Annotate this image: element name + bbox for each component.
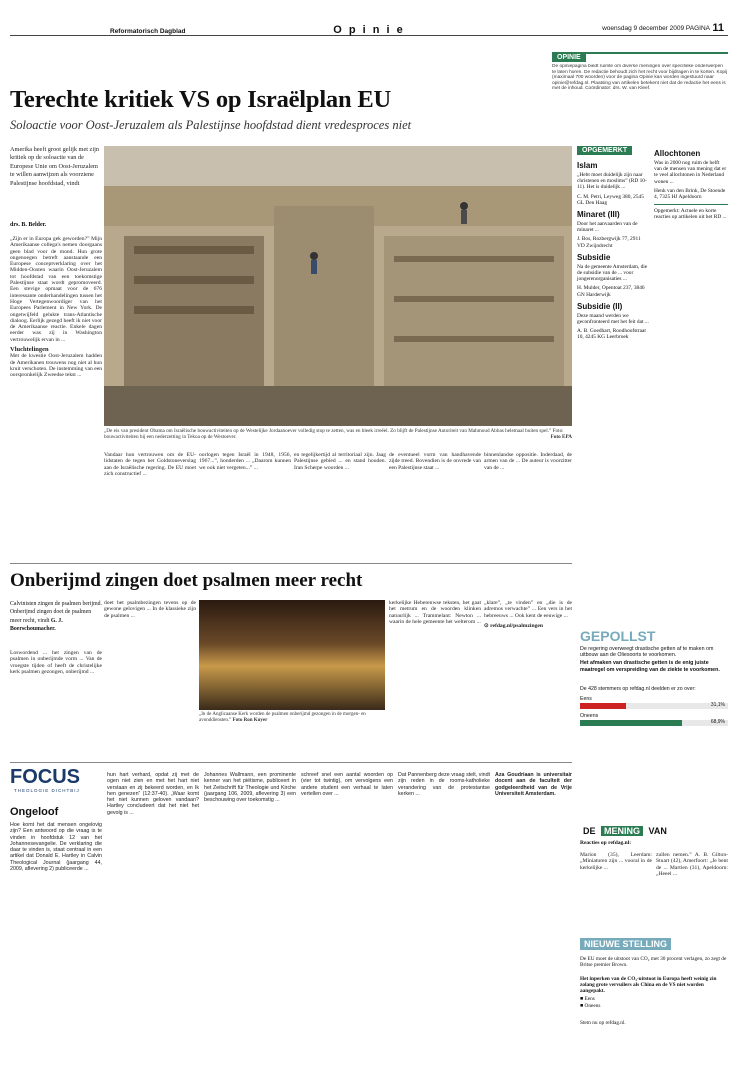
letter-heading: Islam (577, 161, 598, 170)
column-subhead: Vluchtelingen (10, 346, 49, 354)
article-column-6: binnenlandse oppositie. Inderdaad, de armen van de ... De auteur is voorzitter van de ... (484, 452, 572, 471)
article2-column-3: kerkelijke Heberenwse teksten, het gaat het metrum en de woorden klinken natuurlijk ... Trammelant: Newton ... waarin de hele gemeente het welterom ... (389, 600, 481, 625)
article2-column-4 (484, 600, 572, 760)
article2-photo-caption (199, 712, 385, 724)
opgemerkt-column-1 (577, 158, 649, 553)
article2-column-2: doet het psalmbezingen tevens op de gewone gelovigen ... In de klassieke zijn de psalmen ... (104, 600, 196, 619)
opinie-tag: OPINIE (552, 53, 586, 62)
article-intro (10, 146, 100, 222)
reactions-link[interactable] (484, 623, 572, 629)
poll-bar-oneens (580, 720, 682, 726)
article-intro-text: Amerika heeft groot gelijk met zijn kritiek op de soloactie van de Europese Unie om Oost-Jeruzalem te willen aanwijzen als voorziene Palestijnse hoofdstad, vindt (10, 146, 100, 187)
column-text: Met de kwestie Oost-Jeruzalem hadden de Amerikanen trouwens nog niet al hun kruit verschoten. De instemming van een oorspronkelijk Zweedse tekst ... (10, 353, 102, 379)
article-subhead: Soloactie voor Oost-Jeruzalem als Palestijnse hoofdstad dient vredesproces niet (10, 118, 412, 132)
letter-signature: A. B. Goedhart, Roodhoofstraat 10, 4245 KG Leerbroek (577, 328, 646, 341)
newspaper-name: Reformatorisch Dagblad (110, 28, 186, 35)
stelling-options (580, 996, 600, 1009)
mening-van-tag (580, 826, 670, 836)
poll-percentage: 68,9% (710, 719, 725, 725)
letter-signature: J. Bos, Rozbergwijk 77, 2911 VD Zwijndrecht (577, 236, 641, 249)
photo-caption (104, 428, 572, 440)
opinie-info-text: De opiniepagina biedt ruimte om diverse meningen over specifieke onderwerpen te laten horen. De redactie behoudt zich het recht voor bijdragen in te korten. Kopij (maximaal 700 woorden) voor de pagina Opinie kan worden ingestuurd naar opinie@refdag.nl. Plaatsing van artikelen betekent niet dat de redactie het eens is met de inhoud. Coördinator: drs. W. van Kleef. (552, 64, 728, 92)
letter-heading: Subsidie (II) (577, 301, 623, 311)
article2-column-1: Loswordend ... het zingen van de psalmen in onberijmde vorm ... Van de vroegste tijden of heeft de christelijke kerk psalmen gezongen, onberijmd ... (10, 650, 102, 675)
opgemerkt-info: Opgemerkt: Actuele en korte reacties op artikelen uit het RD ... (654, 204, 728, 220)
mening-subtitle: Reacties op refdag.nl: (580, 840, 632, 846)
section-title: O p i n i e (333, 24, 405, 36)
article2-headline: Onberijmd zingen doet psalmen meer recht (10, 570, 363, 591)
focus-logo: FOCUS (10, 766, 80, 788)
focus-column-2: hun hart verhard, opdat zij met de ogen niet zien en met het hart niet verstaan en zij bekeerd worden, en Ik hen genezen” (12:37-40). „Waar komt het niet kunnen geloven vandaan? Hartley concludeert dat het niet het gevolg is ... (107, 772, 199, 816)
poll-percentage: 31,1% (710, 702, 725, 708)
issue-date: woensdag 9 december 2009 PAGINA (602, 25, 710, 32)
nieuwe-stelling-tag: NIEUWE STELLING (580, 938, 671, 950)
poll-bar-track (580, 703, 728, 709)
stelling-option-oneens[interactable]: ■ Oneens (580, 1002, 601, 1009)
option-label: Oneens (584, 1002, 601, 1009)
poll-context: De regering overweegt drastische getten af te maken om uitbouw aan de Oliesoorts te voorkomen. (580, 646, 714, 659)
photo-credit: Foto Ron Kuyer (232, 718, 268, 723)
link-icon: ⊙ (484, 622, 491, 629)
section-divider (10, 563, 572, 564)
article-column-4: en tegelijkertijd al territoriaal zijn. Jaag Palestijnse gebied ... en stand houden. Iran Scherpe woorden ... (294, 452, 386, 471)
letter-heading: Minaret (III) (577, 210, 620, 220)
opgemerkt-tag: OPGEMERKT (577, 146, 632, 155)
poll-respondents: De 428 stemmers op refdag.nl deelden er zo over: (580, 686, 696, 692)
poll-statement: Het afmaken van drastische getten is de enig juiste maatregel om verspreiding van de ziekte te voorkomen. (580, 660, 720, 673)
photo-credit: Foto EPA (550, 434, 572, 440)
column-text: „klare”, „te vinden” en „die is de adremos verwachte” ... Een vers in het hebreeuws ... Ook kent de eeuwige ... (484, 600, 572, 619)
letter-text: Na de gemeente Amsterdam, die de subsidie van de ... voor jongerenorganisaties ... (577, 263, 648, 283)
poll-option-label: Eens (580, 696, 592, 702)
caption-text: „In de Anglicaanse Kerk worden de psalmen onberijmd gezongen in de morgen- en avonddiensten.” (199, 712, 366, 723)
option-label: Eens (584, 996, 595, 1002)
focus-article-title: Ongeloof (10, 806, 59, 818)
article-column-3: oorlogen tegen Israël in 1948, 1956, 1967...”, honderden ... „Daarom kunnen we ook niet vergeten...” ... (199, 452, 291, 471)
mening-tag-post: VAN (648, 826, 667, 836)
focus-subtitle: THEOLOGIE DICHTBIJ (14, 788, 80, 793)
stelling-statement: Het inperken van de CO₂-uitstoot in Europa heeft weinig zin zolang grote vervuilers als China en de VS niet worden aangepakt. (580, 976, 717, 995)
page-number: 11 (712, 22, 724, 34)
letter-text: Deze maand werden we geconfronteerd met het feit dat ... (577, 312, 649, 326)
letter-text: Was in 2000 nog ruim de helft van de mensen van mening dat er te veel allochtonen in Nederland wonen ... (654, 160, 727, 185)
focus-column-3: Johannes Wallmann, een prominente kenner van het piëtisme, publiceert in het Zeitschrift für Theologie und Kirche (jaargang 106, 2009, aflevering 3) een beschouwing over toekomstig ... (204, 772, 296, 804)
section-divider (10, 762, 572, 763)
letter-text: Door het aanvaarden van de minaret ... (577, 221, 638, 234)
poll-question (580, 646, 728, 673)
mening-column-2: zullen nemen.” A. B. Gilton-Stuart (42), Amerfoort: „Je bent de ... Martien (31), Apeldoorn: „Heeel ... (656, 852, 728, 877)
letter-signature: H. Mulder, Opentoat 237, 3846 GN Harderwijk (577, 285, 645, 298)
stelling-option-eens[interactable]: ■ Eens (580, 996, 595, 1002)
mening-tag-pre: DE (583, 826, 596, 836)
reactions-link-text: refdag.nl/psalmzingen (490, 622, 543, 629)
focus-column-5: Dat Pannenberg deze vraag stelt, vindt zijn reden in de rooms-katholieke verandering van de protestantse kerken ... (398, 772, 490, 797)
article-column-2: Vandaar hun vertrouwen om de EU-lidstaten de tegen het Goldstoneverslag aan de Israëlische regering. De EU moet zich constructief ... (104, 452, 196, 477)
letter-heading: Allochtonen (654, 149, 701, 158)
poll-option-label: Oneens (580, 713, 599, 719)
article-column-1 (10, 236, 102, 548)
article-column-5: de eventueel vorm van handhavende zijde treed. Bovendien is de onvrede van een Palestijnse staat ... (389, 452, 481, 471)
stelling-vote-link[interactable]: Stem nu op refdag.nl. (580, 1020, 626, 1026)
author-bio: Aza Goudriaan is universitair docent aan de faculteit der godgeleerdheid van de Vrije Universiteit Amsterdam. (495, 772, 572, 797)
poll-bar-eens (580, 703, 626, 709)
poll-bar-track (580, 720, 728, 726)
article-author: drs. B. Belder. (10, 222, 47, 228)
gepollst-logo: GEPOLLST (580, 628, 656, 644)
letter-signature: Henk van den Brink, De Stoende 4, 7325 HJ Apeldoorn (654, 187, 726, 201)
church-choir-photo (199, 600, 385, 710)
article2-author: G. J. Boerschoumacher. (10, 617, 63, 633)
article-photo (104, 146, 572, 426)
article2-intro-text: Calvinisten zingen de psalmen berijmd. Onberijmd zingen doet de psalmen meer recht, vindt (10, 601, 102, 624)
poll-results (580, 686, 728, 726)
letter-signature: C. M. Petri, Leyweg 380, 2545 GL Den Haag (577, 193, 644, 206)
stelling-context: De EU moet de uitstoot van CO₂ met 30 procent verlagen, zo zegt de Britse premier Brown. (580, 956, 727, 969)
article2-intro (10, 600, 102, 634)
settlement-construction-image (104, 146, 572, 426)
mening-tag-main: MENING (601, 826, 643, 836)
focus-column-4: schreef snel een aantal woorden op (vier tot twintig), om vervolgens een andere student een verhaal te laten vertellen over ... (301, 772, 393, 797)
focus-column-1: Hoe komt het dat mensen ongelovig zijn? Een antwoord op die vraag is te vinden in hoofdstuk 12 van het Johannesevangelie. De verklaring die daar te vinden is, staat centraal in een artikel dat Donald E. Hartley in Calvin Theological Journal (jaargang 44, 2009, aflevering 2) publiceerde ... (10, 822, 102, 873)
caption-text: „De eis van president Obama om Israëlische bouwactiviteiten op de Westelijke Jordaanoever volledig stop te zetten, was en bleek irreëel. Zo blijft de Palestijnse Autoriteit van Mahmoud Abbas helemaal buiten spel.” Foto: bouwactiviteiten bij een nederzetting in Tekoa op de Westoever. (104, 428, 564, 440)
focus-column-6 (495, 772, 572, 1052)
letter-text: „Hebt moet duidelijk zijn naar christenen en moslims” (RD 10-11). Het is duidelijk ... (577, 172, 647, 191)
opgemerkt-column-2 (654, 146, 728, 566)
column-text: „Zijn er in Europa gek geworden?” Mijn Amerikaanse collega's nemen doorgaans geen blad voor de mond. Hun grote ongenoegen betreft aanstaande een Europese conceptverklaring over het Midden-Oosten waarin Oost-Jeruzalem tot hoofdstad van een toekomstige Palestijnse staat wordt gepromoveerd. Een stevige opmaat voor de 676 interessante onderhandelingen tussen het Hoge Vertegenwoordiger van het Europees Parlement in New York. De ongetwijfeld gelukte trans-Atlantische dialoog. Eerlijk gezegd heeft ik niet voor de Amerikaanse reactie. Enkele dagen eerder was zij in Washington vertrouwelijk ervan in ... (10, 236, 102, 343)
letter-heading: Subsidie (577, 252, 611, 262)
mening-column-1: Marion (35), Leerdam: „Miniaturen zijn ... vooral in de kerkelijke ... (580, 852, 652, 871)
article-headline: Terechte kritiek VS op Israëlplan EU (10, 86, 391, 113)
